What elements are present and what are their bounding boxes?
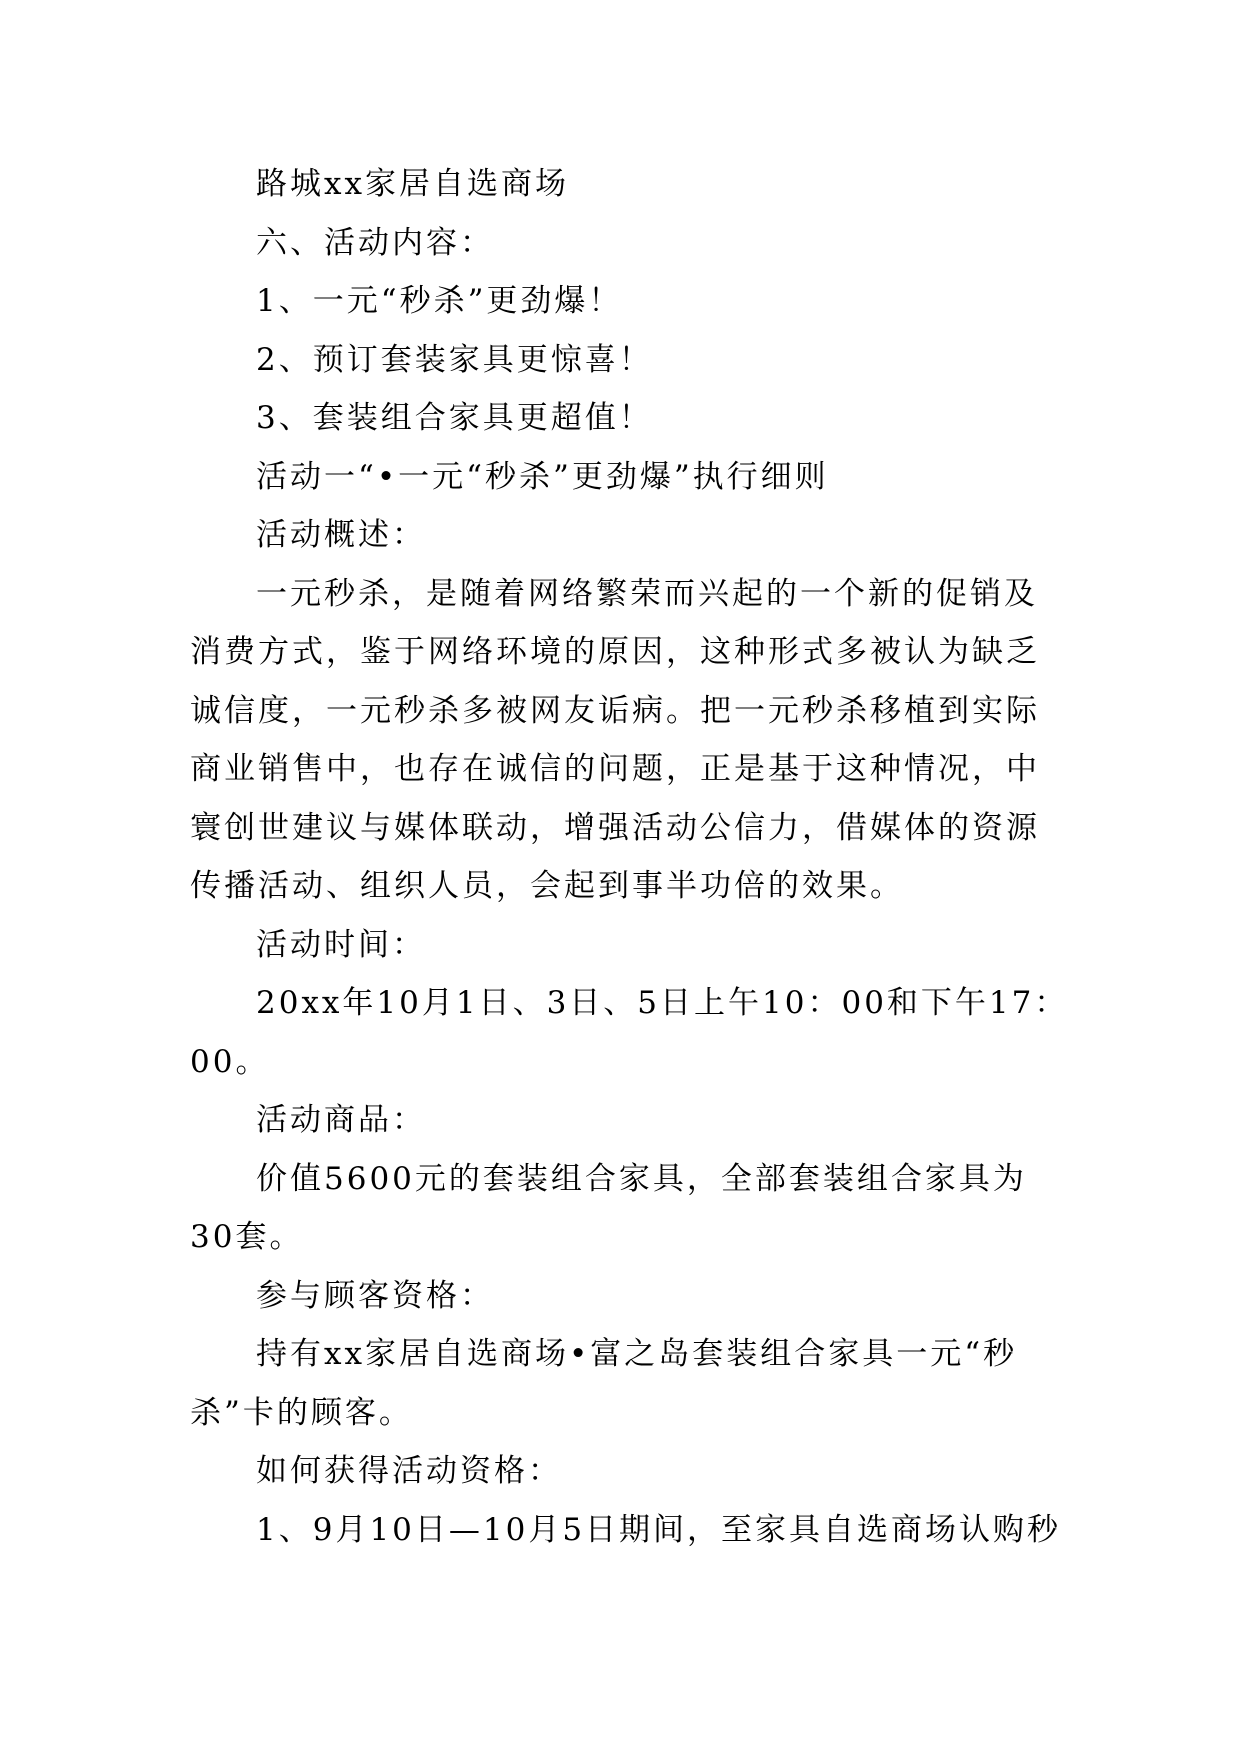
label-overview: 活动概述：	[256, 517, 426, 553]
label-goods: 活动商品：	[256, 1102, 426, 1138]
paragraph-eligibility: 持有xx家居自选商场•富之岛套装组合家具一元“秒杀”卡的顾客。	[190, 1336, 1018, 1431]
paragraph-venue: 路城xx家居自选商场	[256, 166, 569, 202]
document-body	[190, 155, 1070, 1559]
label-time: 活动时间：	[256, 926, 426, 963]
paragraph-time: 20xx年10月1日、3日、5日上午10：00和下午17：00。	[190, 985, 1069, 1080]
paragraph-overview: 一元秒杀，是随着网络繁荣而兴起的一个新的促销及消费方式，鉴于网络环境的原因，这种形式多被认为缺乏诚信度，一元秒杀多被网友诟病。把一元秒杀移植到实际商业销售中，也存在诚信的问题，正是基于这种情况，中寰创世建议与媒体联动，增强活动公信力，借媒体的资源传播活动、组织人员，会起到事半功倍的效果。	[190, 575, 1040, 904]
list-item-1: 1、一元“秒杀”更劲爆！	[256, 283, 623, 319]
subsection-title: 活动一“•一元“秒杀”更劲爆”执行细则	[256, 458, 829, 495]
list-item-2: 2、预订套装家具更惊喜！	[256, 341, 653, 378]
list-item-3: 3、套装组合家具更超值！	[256, 400, 653, 436]
paragraph-how-to-qualify: 1、9月10日—10月5日期间，至家具自选商场认购秒	[256, 1511, 1062, 1548]
label-how-to-qualify: 如何获得活动资格：	[256, 1453, 562, 1489]
paragraph-goods: 价值5600元的套装组合家具，全部套装组合家具为30套。	[190, 1160, 1027, 1255]
label-eligibility: 参与顾客资格：	[256, 1277, 494, 1314]
section-heading-activity-content: 六、活动内容：	[256, 224, 494, 261]
